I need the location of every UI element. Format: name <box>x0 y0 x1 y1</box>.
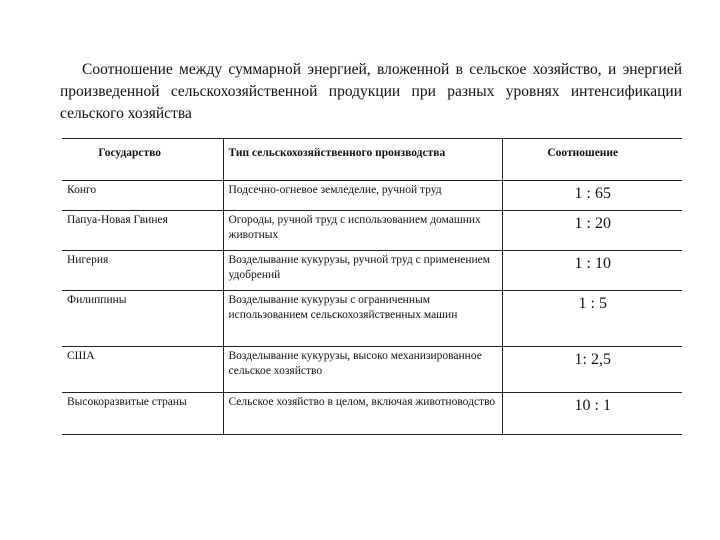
header-production-type: Тип сельскохозяйственного производства <box>223 139 502 181</box>
table-row <box>62 211 682 251</box>
cell-production-type: Огороды, ручной труд с использованием домашних животных <box>223 211 502 251</box>
cell-country: Высокоразвитые страны <box>62 393 223 435</box>
cell-production-type: Возделывание кукурузы с ограниченным использованием сельскохозяйственных машин <box>223 291 502 347</box>
cell-production-type: Возделывание кукурузы, высоко механизированное сельское хозяйство <box>223 347 502 393</box>
table-header-row <box>62 139 682 181</box>
cell-production-type: Подсечно-огневое земледелие, ручной труд <box>223 181 502 211</box>
cell-country: Филиппины <box>62 291 223 347</box>
heading-text: Соотношение между суммарной энергией, вложенной в сельское хозяйство, и энергией произведенной сельскохозяйственной продукции при разных уровнях интенсификации сельского хозяйства <box>60 61 682 122</box>
cell-country: Конго <box>62 181 223 211</box>
header-country: Государство <box>62 139 223 181</box>
cell-ratio: 1 : 20 <box>502 211 682 251</box>
cell-ratio: 1 : 10 <box>502 251 682 291</box>
cell-country: Папуа-Новая Гвинея <box>62 211 223 251</box>
cell-ratio: 1 : 65 <box>502 181 682 211</box>
cell-ratio: 1: 2,5 <box>502 347 682 393</box>
cell-production-type: Возделывание кукурузы, ручной труд с применением удобрений <box>223 251 502 291</box>
energy-ratio-table <box>62 138 682 435</box>
header-ratio: Соотношение <box>502 139 682 181</box>
table-row <box>62 251 682 291</box>
cell-ratio: 1 : 5 <box>502 291 682 347</box>
table-row <box>62 291 682 347</box>
table-row <box>62 181 682 211</box>
cell-country: Нигерия <box>62 251 223 291</box>
table-row <box>62 347 682 393</box>
document-heading <box>60 59 682 125</box>
cell-ratio: 10 : 1 <box>502 393 682 435</box>
table-row <box>62 393 682 435</box>
cell-country: США <box>62 347 223 393</box>
cell-production-type: Сельское хозяйство в целом, включая животноводство <box>223 393 502 435</box>
